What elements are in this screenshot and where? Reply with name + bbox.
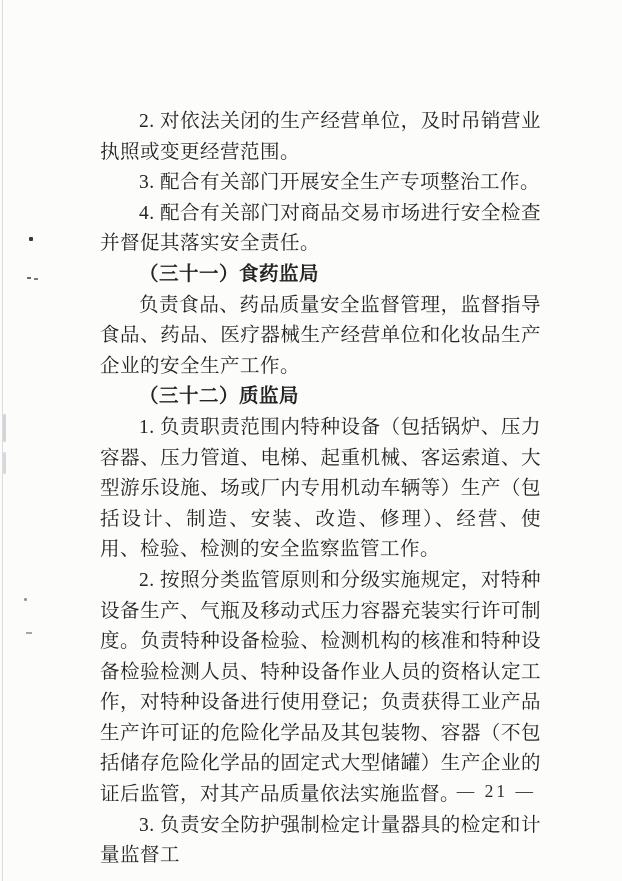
section-heading-31: （三十一）食药监局 — [139, 263, 320, 285]
scan-speck — [34, 278, 38, 280]
paragraph-section-31: 负责食品、药品质量安全监督管理，监督指导食品、药品、医疗器械生产经营单位和化妆品生产企业的安全生产工作。 — [100, 294, 541, 377]
paragraph-section-32-2: 2. 按照分类监管原则和分级实施规定，对特种设备生产、气瓶及移动式压力容器充装实行许可制度。负责特种设备检验、检测机构的核准和特种设备检验检测人员、特种设备作业人员的资格认定工作，对特种设备进行使用登记；负责获得工业产品生产许可证的危险化学品及其包装物、容器（不包括储存危险化学品的固定式大型储罐）生产企业的证后监管，对其产品质量依法实施监督。 — [100, 569, 541, 806]
paragraph-item-3: 3. 配合有关部门开展安全生产专项整治工作。 — [139, 172, 541, 194]
paragraph-item-2: 2. 对依法关闭的生产经营单位，及时吊销营业执照或变更经营范围。 — [100, 111, 541, 163]
section-heading-32: （三十二）质监局 — [139, 386, 300, 408]
scan-smudge — [3, 414, 6, 442]
scan-speck — [27, 277, 31, 279]
scan-speck — [24, 598, 27, 601]
paragraph-section-32-3: 3. 负责安全防护强制检定计量器具的检定和计量监督工 — [100, 814, 541, 867]
paragraph-item-4: 4. 配合有关部门对商品交易市场进行安全检查并督促其落实安全责任。 — [100, 202, 541, 255]
page-number: — 21 — — [456, 781, 536, 801]
scan-smudge — [3, 452, 6, 474]
paragraph-section-32-1: 1. 负责职责范围内特种设备（包括锅炉、压力容器、压力管道、电梯、起重机械、客运索道、大型游乐设施、场或厂内专用机动车辆等）生产（包括设计、制造、安装、改造、修理）、经营、使用、检验、检测的安全监察监管工作。 — [100, 416, 541, 561]
document-body — [100, 107, 541, 872]
scan-speck — [29, 237, 33, 241]
scan-speck — [26, 632, 32, 634]
